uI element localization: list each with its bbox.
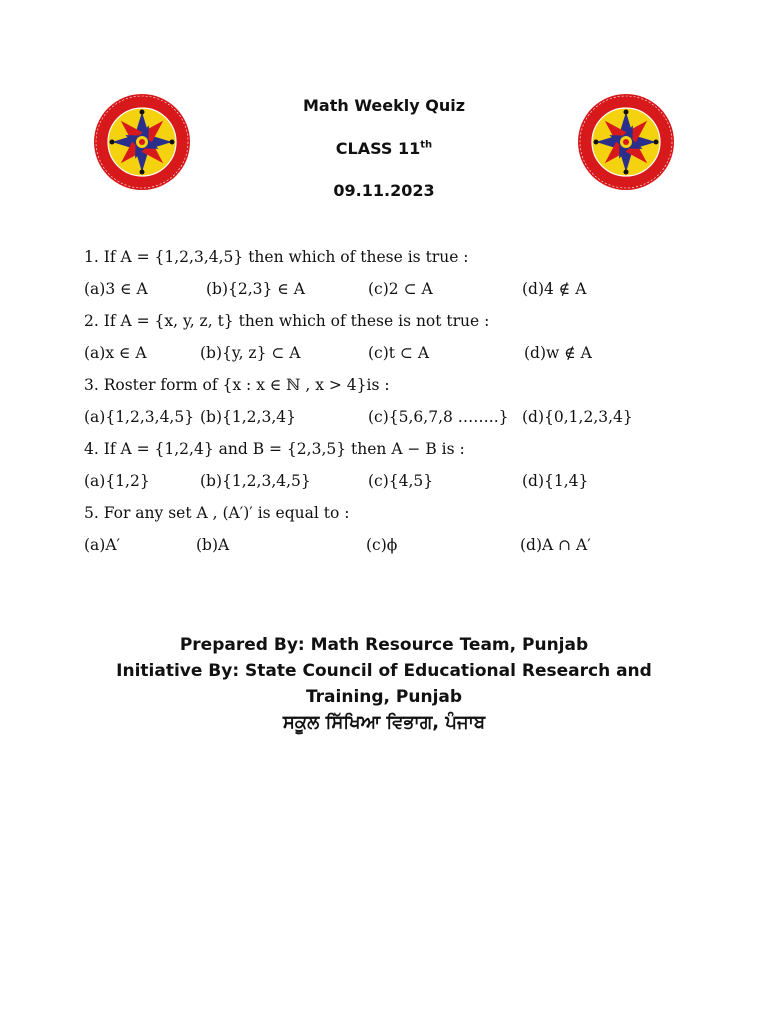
footer-credits: [60, 632, 708, 736]
option-a: (a){1,2,3,4,5}: [84, 408, 195, 426]
quiz-title: Math Weekly Quiz: [302, 96, 466, 115]
option-d: (d)w ∉ A: [524, 344, 592, 362]
option-c: (c)t ⊂ A: [368, 344, 430, 362]
option-b: (b){2,3} ∈ A: [206, 280, 305, 298]
question-3-options: [84, 406, 704, 438]
question-2: 2. If A = {x, y, z, t} then which of these is not true :: [84, 312, 490, 330]
department-punjabi: ਸਕੂਲ ਸਿੱਖਿਆ ਵਿਭਾਗ, ਪੰਜਾਬ: [282, 712, 486, 733]
option-a: (a){1,2}: [84, 472, 150, 490]
option-d: (d)A ∩ A′: [520, 536, 591, 554]
option-d: (d){0,1,2,3,4}: [522, 408, 633, 426]
option-d: (d){1,4}: [522, 472, 589, 490]
question-4-options: [84, 470, 704, 502]
class-superscript: th: [420, 139, 433, 151]
class-label: [184, 139, 584, 158]
question-5-options: [84, 534, 704, 566]
emblem-icon-left: [92, 92, 192, 192]
question-5: 5. For any set A , (A′)′ is equal to :: [84, 504, 350, 522]
prepared-by: Prepared By: Math Resource Team, Punjab: [179, 635, 589, 655]
emblem-icon-right: [576, 92, 676, 192]
quiz-date: 09.11.2023: [333, 181, 435, 200]
question-3: 3. Roster form of {x : x ∈ ℕ , x > 4}is :: [84, 376, 390, 394]
option-a: (a)A′: [84, 536, 121, 554]
option-a: (a)x ∈ A: [84, 344, 147, 362]
option-c: (c)2 ⊂ A: [368, 280, 433, 298]
initiative-line-2: Training, Punjab: [305, 687, 463, 707]
question-2-options: [84, 342, 704, 374]
option-c: (c){4,5}: [368, 472, 434, 490]
question-list: [84, 246, 704, 566]
option-d: (d)4 ∉ A: [522, 280, 587, 298]
option-c: (c){5,6,7,8 ……..}: [368, 408, 509, 426]
option-b: (b)A: [196, 536, 230, 554]
question-1-options: [84, 278, 704, 310]
option-b: (b){y, z} ⊂ A: [200, 344, 301, 362]
class-main: CLASS 11: [335, 139, 421, 158]
option-a: (a)3 ∈ A: [84, 280, 148, 298]
question-4: 4. If A = {1,2,4} and B = {2,3,5} then A − B is :: [84, 440, 465, 458]
initiative-line-1: Initiative By: State Council of Educational Research and: [116, 661, 652, 681]
option-b: (b){1,2,3,4,5}: [200, 472, 311, 490]
question-1: 1. If A = {1,2,3,4,5} then which of these is true :: [84, 248, 469, 266]
option-b: (b){1,2,3,4}: [200, 408, 296, 426]
option-c: (c)ϕ: [366, 536, 398, 554]
